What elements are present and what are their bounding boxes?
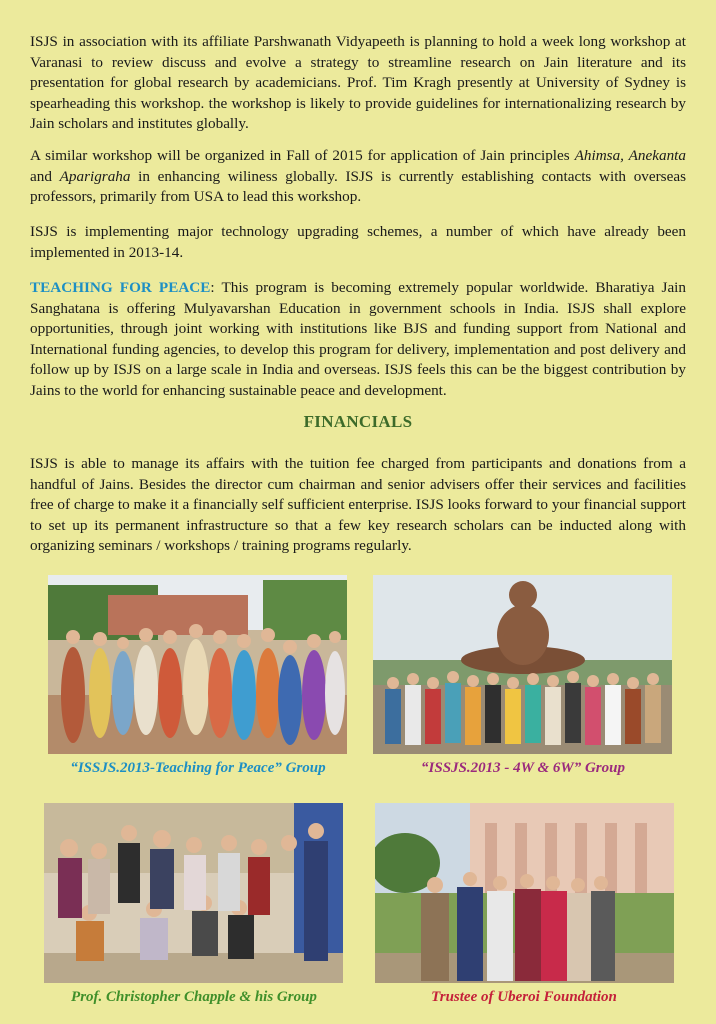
paragraph-technology: ISJS is implementing major technology upgrading schemes, a number of which have already been implemented in 2013-14. (30, 223, 686, 261)
caption-uberoi-foundation: Trustee of Uberoi Foundation (431, 989, 617, 1005)
paragraph-fall-workshop: A similar workshop will be organized in Fall of 2015 for application of Jain principles Ahimsa, Anekanta and Aparigraha in enhancing wiliness globally. ISJS is currently establishing contacts with overseas professors, primarily from USA to lead this workshop. (30, 147, 686, 206)
caption-teaching-for-peace: “ISSJS.2013-Teaching for Peace” Group (70, 760, 326, 776)
teaching-for-peace-heading: TEACHING FOR PEACE (30, 279, 211, 296)
financials-heading: FINANCIALS (303, 412, 413, 431)
caption-christopher-chapple: Prof. Christopher Chapple & his Group (71, 989, 317, 1005)
caption-4w-6w-group: “ISSJS.2013 - 4W & 6W” Group (421, 760, 625, 776)
paragraph-financials: ISJS is able to manage its affairs with the tuition fee charged from participants and donations from a handful of Jains. Besides the director cum chairman and senior advisers offer their services and facilities free of charge to make it a financially self sufficient enterprise. ISJS looks forward to your financial support to set up its permanent infrastructure so that a few key research scholars can be inducted along with organizing seminars / workshops / training programs regularly. (30, 455, 686, 555)
photo-christopher-chapple-group (44, 803, 343, 983)
photo-uberoi-foundation-trustee (375, 803, 674, 983)
photo-teaching-for-peace-group (48, 575, 347, 754)
photo-4w-6w-group (373, 575, 672, 754)
paragraph-teaching-for-peace: TEACHING FOR PEACE: This program is becoming extremely popular worldwide. Bharatiya Jain Sanghatana is offering Mulyavarshan Education in government schools in India. ISJS shall explore opportunities, through joint working with institutions like BJS and funding support from National and International funding agencies, to develop this program for delivery, implementation and post delivery and follow up by ISJS on a large scale in India and overseas. ISJS feels this can be the biggest contribution by Jains to the world for enhancing sustainable peace and development. (30, 279, 686, 399)
paragraph-workshop-varanasi: ISJS in association with its affiliate Parshwanath Vidyapeeth is planning to hold a week long workshop at Varanasi to review discuss and evolve a strategy to streamline research on Jain literature and its presentation for global research by academicians. Prof. Tim Kragh presently at University of Sydney is spearheading this workshop. the workshop is likely to provide guidelines for internationalizing research by Jain scholars and institutes globally. (30, 33, 686, 133)
